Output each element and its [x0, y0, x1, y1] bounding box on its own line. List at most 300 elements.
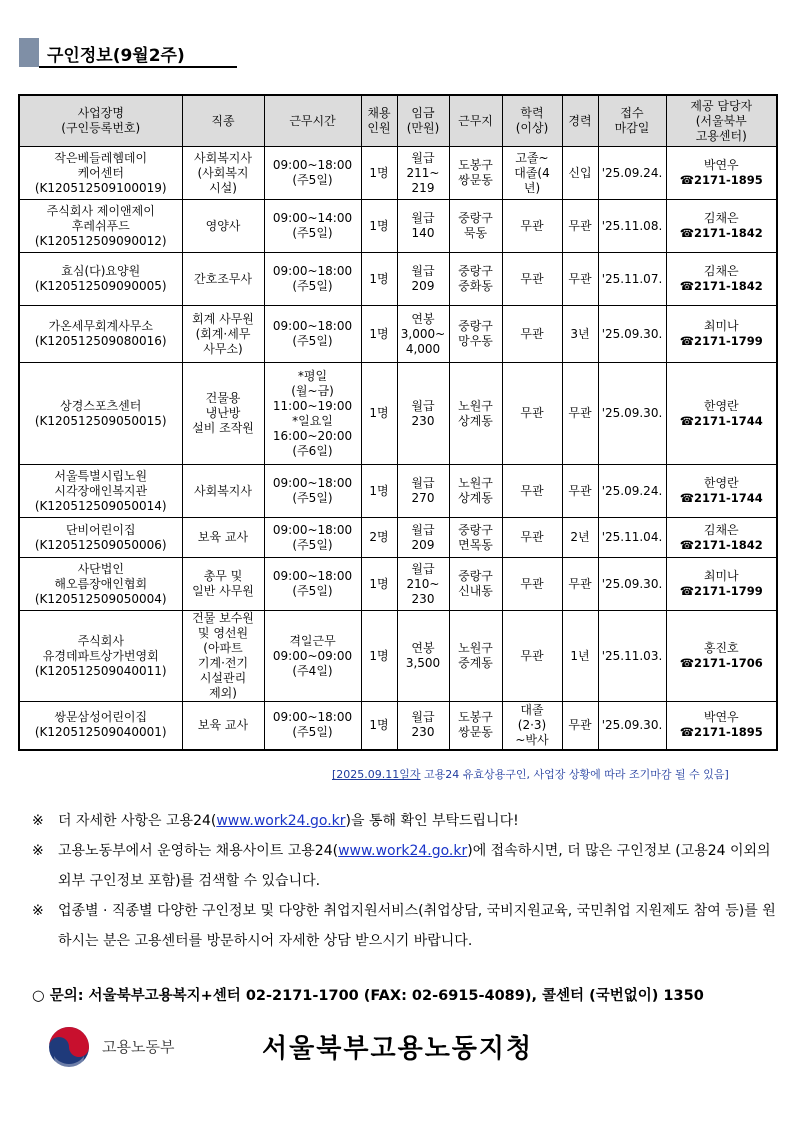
table-footnote [332, 766, 729, 782]
header-education [502, 95, 562, 147]
cell-line: (K120512509100019) [34, 180, 167, 195]
cell-line: 중랑구 [458, 569, 493, 583]
count-cell: 1명 [361, 363, 397, 465]
experience-cell: 무관 [562, 558, 598, 611]
cell-line: 270 [411, 491, 435, 505]
deadline-cell: '25.11.03. [598, 611, 666, 702]
contact-name: 박연우 [703, 710, 739, 725]
company-cell [19, 558, 182, 611]
cell-line: (K120512509080016) [34, 334, 167, 348]
cell-line: 대졸(4 [514, 165, 550, 180]
hours-cell [264, 465, 361, 518]
cell-line: (주4일) [292, 663, 333, 678]
cell-line: 주식회사 제이앤제이 [46, 203, 155, 218]
cell-line: 서울특별시립노원 [54, 468, 148, 483]
note-text: 더 자세한 사항은 고용24( [58, 813, 217, 829]
header-wage [397, 95, 449, 147]
ministry-logo-icon [48, 1026, 90, 1068]
wage-cell [397, 611, 449, 702]
table-row [19, 518, 777, 558]
company-cell [19, 306, 182, 363]
contact-phone: ☎2171-1842 [679, 226, 763, 240]
cell-line: 학력 [520, 106, 544, 120]
hours-cell [264, 611, 361, 702]
cell-line: 망우동 [458, 334, 493, 348]
count-cell: 1명 [361, 702, 397, 750]
cell-line: 접수 [620, 106, 644, 120]
contact-name: 한영란 [703, 476, 739, 490]
wage-cell [397, 306, 449, 363]
contact-phone: ☎2171-1895 [679, 173, 763, 187]
cell-line: 16:00~20:00 [272, 428, 353, 443]
note-text: 업종별 · 직종별 다양한 구인정보 및 다양한 취업지원서비스(취업상담, 국비지원교육, 국민취업 지원제도 참여 등)를 원하시는 분은 고용센터를 방문하시어 자세한 상담 받으시기 바랍니다. [58, 903, 776, 949]
contact-phone: ☎2171-1744 [679, 413, 763, 428]
cell-line: 쌍문동 [458, 173, 493, 187]
cell-line: 09:00~18:00 [272, 264, 353, 278]
cell-line: (주5일) [292, 491, 333, 505]
location-cell [449, 253, 502, 306]
contact-cell [666, 253, 777, 306]
note-text: )에 접속하시면, 더 많은 구인정보 (고용24 이외의 외부 구인정보 포함)를 검색할 수 있습니다. [58, 843, 771, 889]
cell-line: 사단법인 [77, 561, 124, 576]
notes-section [32, 806, 777, 956]
job-cell [182, 253, 264, 306]
education-cell [502, 363, 562, 465]
hours-cell [264, 200, 361, 253]
cell-line: (2·3) [517, 717, 547, 732]
contact-name: 김채은 [703, 522, 739, 537]
location-cell [449, 558, 502, 611]
cell-line: 시설관리 [199, 671, 247, 685]
header-contact [666, 95, 777, 147]
cell-line: 230 [411, 725, 435, 740]
cell-line: 도봉구 [458, 710, 493, 725]
cell-line: 상경스포츠센터 [60, 398, 142, 413]
header-hours: 근무시간 [264, 95, 361, 147]
cell-line: *평일 [297, 368, 328, 383]
cell-line: 상계동 [458, 413, 493, 428]
wage-cell [397, 363, 449, 465]
hours-cell [264, 558, 361, 611]
cell-line: 케어센터 [77, 165, 124, 180]
location-cell [449, 200, 502, 253]
cell-line: 211~ [406, 165, 440, 180]
contact-name: 김채은 [703, 211, 739, 225]
job-cell [182, 363, 264, 465]
cell-line: 보육 교사 [197, 530, 249, 544]
cell-line: 쌍문삼성어린이집 [54, 710, 148, 725]
cell-line: 4,000 [405, 341, 441, 356]
header-count [361, 95, 397, 147]
cell-line: 유경데파트상가번영회 [42, 648, 159, 663]
cell-line: (주5일) [292, 173, 333, 187]
inquiry-line: ○ 문의: 서울북부고용복지+센터 02-2171-1700 (FAX: 02-6915-4089), 콜센터 (국번없이) 1350 [32, 988, 704, 1004]
deadline-cell: '25.09.24. [598, 147, 666, 200]
cell-line: 09:00~14:00 [272, 211, 353, 225]
contact-cell [666, 611, 777, 702]
wage-cell [397, 558, 449, 611]
cell-line: 사회복지사 [194, 483, 252, 498]
cell-line: 채용 [367, 106, 391, 120]
location-cell [449, 518, 502, 558]
cell-line: (주5일) [292, 584, 333, 598]
contact-cell [666, 363, 777, 465]
contact-cell [666, 147, 777, 200]
company-cell [19, 200, 182, 253]
job-cell [182, 465, 264, 518]
count-cell: 1명 [361, 253, 397, 306]
cell-line: 후레쉬푸드 [71, 218, 130, 233]
job-cell [182, 147, 264, 200]
page-title: 구인정보(9월2주) [47, 46, 185, 66]
contact-phone: ☎2171-1744 [679, 491, 763, 505]
cell-line: 효심(다)요양원 [61, 264, 141, 278]
experience-cell: 2년 [562, 518, 598, 558]
footnote-date: [2025.09.11일자 [332, 768, 421, 781]
cell-line: 노원구 [458, 476, 493, 490]
cell-line: 건물 보수원 [192, 611, 254, 625]
table-row [19, 611, 777, 702]
office-name: 서울북부고용노동지청 [262, 1034, 534, 1064]
contact-cell [666, 306, 777, 363]
cell-line: 219 [411, 180, 435, 195]
table-header-row [19, 95, 777, 147]
cell-line: 중랑구 [458, 522, 493, 537]
cell-line: 고용센터) [695, 128, 747, 143]
cell-line: (아파트 [203, 641, 243, 655]
education-cell [502, 200, 562, 253]
cell-line: 노원구 [458, 641, 493, 655]
cell-line: ~박사 [515, 732, 549, 747]
hours-cell [264, 253, 361, 306]
cell-line: 무관 [520, 406, 544, 420]
note-text: )을 통해 확인 부탁드립니다! [345, 813, 519, 829]
cell-line: (주5일) [292, 279, 333, 293]
wage-cell [397, 702, 449, 750]
cell-line: 간호조무사 [194, 271, 252, 286]
title-underline [39, 66, 237, 68]
header-deadline [598, 95, 666, 147]
cell-line: 냉난방 [205, 406, 241, 420]
cell-line: 월급 [411, 710, 435, 725]
experience-cell: 무관 [562, 200, 598, 253]
cell-line: 대졸 [520, 702, 544, 717]
cell-line: 제외) [209, 686, 237, 700]
footnote-text: 고용24 유효상용구인, 사업장 상황에 따라 조기마감 될 수 있음] [424, 768, 729, 781]
cell-line: 영양사 [205, 218, 241, 233]
cell-line: 주식회사 [77, 633, 124, 648]
contact-phone: ☎2171-1799 [679, 584, 763, 598]
cell-line: 격일근무 [289, 633, 336, 648]
table-row [19, 558, 777, 611]
cell-line: 사업장명 [77, 106, 124, 120]
count-cell: 1명 [361, 558, 397, 611]
cell-line: 09:00~09:00 [272, 648, 353, 663]
cell-line: 210~ [406, 576, 440, 591]
cell-line: 09:00~18:00 [272, 710, 353, 725]
cell-line: 09:00~18:00 [272, 569, 353, 583]
cell-line: 무관 [520, 648, 544, 663]
cell-line: (K120512509050006) [34, 537, 167, 552]
contact-cell [666, 558, 777, 611]
company-cell [19, 147, 182, 200]
contact-cell [666, 465, 777, 518]
deadline-cell: '25.09.24. [598, 465, 666, 518]
contact-cell [666, 200, 777, 253]
cell-line: 중랑구 [458, 319, 493, 333]
contact-name: 홍진호 [703, 641, 739, 655]
cell-line: 건물용 [205, 391, 241, 405]
cell-line: (K120512509090005) [34, 279, 167, 293]
job-cell [182, 518, 264, 558]
contact-phone: ☎2171-1895 [679, 725, 763, 740]
note-services [32, 896, 777, 956]
deadline-cell: '25.09.30. [598, 702, 666, 750]
company-cell [19, 518, 182, 558]
wage-cell [397, 518, 449, 558]
note-text: 고용노동부에서 운영하는 채용사이트 고용24( [58, 843, 339, 859]
cell-line: 월급 [411, 561, 435, 576]
cell-line: 시각장애인복지관 [54, 483, 148, 498]
education-cell [502, 465, 562, 518]
hours-cell [264, 147, 361, 200]
cell-line: 연봉 [411, 311, 435, 326]
cell-line: (월~금) [291, 383, 334, 398]
job-cell [182, 306, 264, 363]
job-cell [182, 200, 264, 253]
table-row [19, 363, 777, 465]
cell-line: 09:00~18:00 [272, 158, 353, 172]
hours-cell [264, 363, 361, 465]
note-mark: ※ [32, 813, 44, 829]
cell-line: (주5일) [292, 725, 333, 740]
cell-line: 쌍문동 [458, 725, 493, 740]
cell-line: 무관 [520, 326, 544, 341]
cell-line: (K120512509050014) [34, 498, 167, 513]
note-work24 [32, 836, 777, 896]
work24-link[interactable]: www.work24.go.kr [216, 813, 346, 829]
cell-line: (만원) [406, 121, 440, 135]
hours-cell [264, 306, 361, 363]
cell-line: 단비어린이집 [65, 522, 136, 537]
company-cell [19, 363, 182, 465]
location-cell [449, 465, 502, 518]
experience-cell: 무관 [562, 465, 598, 518]
job-cell [182, 611, 264, 702]
cell-line: 면목동 [458, 537, 493, 552]
deadline-cell: '25.11.04. [598, 518, 666, 558]
job-listings-table [18, 94, 778, 751]
education-cell [502, 253, 562, 306]
cell-line: 무관 [520, 483, 544, 498]
cell-line: (서울북부 [695, 113, 747, 128]
count-cell: 1명 [361, 465, 397, 518]
cell-line: 해오름장애인협회 [54, 576, 148, 591]
count-cell: 1명 [361, 306, 397, 363]
table-row [19, 253, 777, 306]
job-cell [182, 558, 264, 611]
header-company [19, 95, 182, 147]
contact-name: 최미나 [703, 569, 739, 583]
cell-line: 일반 사무원 [192, 584, 254, 598]
contact-name: 김채은 [703, 264, 739, 278]
cell-line: (주5일) [292, 537, 333, 552]
cell-line: 11:00~19:00 [272, 398, 353, 413]
table-row [19, 702, 777, 750]
cell-line: 230 [411, 413, 435, 428]
cell-line: 09:00~18:00 [272, 522, 353, 537]
location-cell [449, 306, 502, 363]
hours-cell [264, 702, 361, 750]
cell-line: 사무소) [203, 341, 243, 356]
cell-line: 209 [411, 537, 435, 552]
education-cell [502, 702, 562, 750]
title-accent-bar [19, 38, 39, 67]
cell-line: 230 [411, 591, 435, 606]
cell-line: (주5일) [292, 226, 333, 240]
cell-line: 총무 및 [203, 569, 243, 583]
location-cell [449, 702, 502, 750]
note-detail [32, 806, 777, 836]
education-cell [502, 611, 562, 702]
cell-line: 중계동 [458, 656, 493, 670]
cell-line: 무관 [520, 271, 544, 286]
cell-line: (K120512509050015) [34, 413, 167, 428]
cell-line: 보육 교사 [197, 717, 249, 732]
header-job: 직종 [182, 95, 264, 147]
cell-line: 월급 [411, 150, 435, 165]
header-location: 근무지 [449, 95, 502, 147]
cell-line: (사회복지 [197, 165, 249, 180]
cell-line: (이상) [515, 121, 549, 135]
note-mark: ※ [32, 903, 44, 919]
cell-line: 임금 [411, 106, 435, 120]
cell-line: *일요일 [292, 413, 333, 428]
cell-line: 설비 조작원 [192, 421, 254, 435]
deadline-cell: '25.11.08. [598, 200, 666, 253]
header-experience: 경력 [562, 95, 598, 147]
cell-line: 09:00~18:00 [272, 476, 353, 490]
count-cell: 1명 [361, 611, 397, 702]
cell-line: 고졸~ [515, 150, 549, 165]
cell-line: 월급 [411, 522, 435, 537]
contact-phone: ☎2171-1842 [679, 537, 763, 552]
cell-line: (주6일) [292, 443, 333, 458]
cell-line: (K120512509040001) [34, 725, 167, 740]
cell-line: 월급 [411, 398, 435, 413]
cell-line: 3,000~ [400, 326, 446, 341]
deadline-cell: '25.09.30. [598, 363, 666, 465]
cell-line: 묵동 [463, 226, 488, 240]
education-cell [502, 306, 562, 363]
cell-line: 신내동 [458, 584, 493, 598]
cell-line: 도봉구 [458, 158, 493, 172]
experience-cell: 3년 [562, 306, 598, 363]
cell-line: (K120512509050004) [34, 591, 167, 606]
cell-line: (회계·세무 [195, 326, 251, 341]
contact-cell [666, 518, 777, 558]
cell-line: 월급 [411, 211, 435, 225]
cell-line: 기계·전기 [197, 656, 249, 670]
deadline-cell: '25.11.07. [598, 253, 666, 306]
table-row [19, 306, 777, 363]
cell-line: 209 [411, 279, 435, 293]
experience-cell: 1년 [562, 611, 598, 702]
cell-line: 3,500 [405, 656, 441, 670]
experience-cell: 무관 [562, 363, 598, 465]
company-cell [19, 465, 182, 518]
experience-cell: 신입 [562, 147, 598, 200]
deadline-cell: '25.09.30. [598, 306, 666, 363]
education-cell [502, 518, 562, 558]
wage-cell [397, 147, 449, 200]
contact-phone: ☎2171-1842 [679, 279, 763, 293]
location-cell [449, 363, 502, 465]
note-mark: ※ [32, 843, 44, 859]
cell-line: 중화동 [458, 279, 493, 293]
count-cell: 1명 [361, 200, 397, 253]
cell-line: 상계동 [458, 491, 493, 505]
cell-line: 사회복지사 [194, 150, 252, 165]
company-cell [19, 611, 182, 702]
education-cell [502, 558, 562, 611]
contact-name: 한영란 [703, 398, 739, 413]
wage-cell [397, 465, 449, 518]
contact-cell [666, 702, 777, 750]
cell-line: 중랑구 [458, 211, 493, 225]
cell-line: 중랑구 [458, 264, 493, 278]
cell-line: 09:00~18:00 [272, 319, 353, 333]
work24-link[interactable]: www.work24.go.kr [338, 843, 468, 859]
deadline-cell: '25.09.30. [598, 558, 666, 611]
table-row [19, 200, 777, 253]
cell-line: (K120512509090012) [34, 233, 167, 248]
ministry-name: 고용노동부 [102, 1038, 175, 1056]
contact-name: 최미나 [703, 319, 739, 333]
experience-cell: 무관 [562, 702, 598, 750]
contact-phone: ☎2171-1799 [679, 334, 763, 348]
cell-line: (구인등록번호) [61, 121, 141, 135]
experience-cell: 무관 [562, 253, 598, 306]
cell-line: 가온세무회계사무소 [48, 319, 153, 333]
cell-line: 및 영선원 [197, 626, 249, 640]
cell-line: (K120512509040011) [34, 663, 167, 678]
count-cell: 2명 [361, 518, 397, 558]
cell-line: (주5일) [292, 334, 333, 348]
contact-name: 박연우 [703, 158, 739, 172]
cell-line: 140 [411, 226, 435, 240]
cell-line: 시설) [209, 180, 237, 195]
cell-line: 노원구 [458, 398, 493, 413]
location-cell [449, 147, 502, 200]
company-cell [19, 702, 182, 750]
table-row [19, 147, 777, 200]
cell-line: 회계 사무원 [192, 311, 254, 326]
contact-phone: ☎2171-1706 [679, 656, 763, 670]
wage-cell [397, 200, 449, 253]
table-row [19, 465, 777, 518]
cell-line: 월급 [411, 264, 435, 278]
cell-line: 월급 [411, 476, 435, 490]
cell-line: 작은베들레헴데이 [54, 150, 148, 165]
cell-line: 마감일 [614, 121, 650, 135]
cell-line: 인원 [367, 121, 391, 135]
education-cell [502, 147, 562, 200]
company-cell [19, 253, 182, 306]
cell-line: 연봉 [411, 641, 435, 655]
wage-cell [397, 253, 449, 306]
count-cell: 1명 [361, 147, 397, 200]
